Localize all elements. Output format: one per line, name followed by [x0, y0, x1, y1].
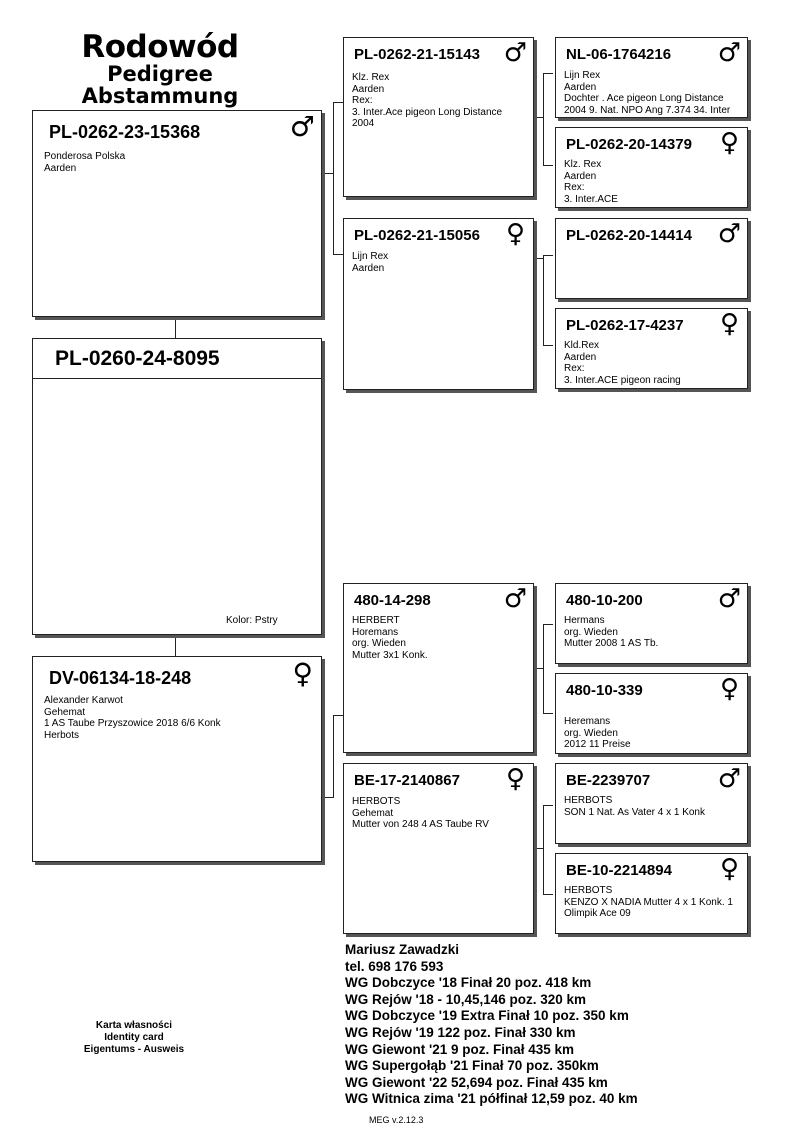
male-icon: ♂ — [717, 584, 741, 614]
dam-ring-number: DV-06134-18-248 — [49, 668, 192, 688]
ss-sire-ring-number: NL-06-1764216 — [566, 46, 672, 63]
connector-g2b — [543, 345, 553, 346]
ss-dam-ring-number: PL-0262-20-14379 — [566, 136, 692, 153]
connector-g1b — [543, 165, 553, 166]
dam-dam-ring-number: BE-17-2140867 — [354, 772, 460, 789]
dd-sire-info: HERBOTS SON 1 Nat. As Vater 4 x 1 Konk — [564, 795, 705, 818]
dd-dam-card — [555, 853, 748, 934]
dam-dam-info: HERBOTS Gehemat Mutter von 248 4 AS Taube RV — [352, 796, 489, 831]
connector-g2-v — [543, 255, 544, 345]
owner-phone: tel. 698 176 593 — [345, 958, 444, 974]
sire-dam-card — [343, 218, 534, 390]
connector-ds-h — [333, 715, 343, 716]
female-icon: ♀ — [719, 309, 739, 339]
connector-g1a — [543, 73, 553, 74]
connector-g1-v — [543, 73, 544, 166]
ss-dam-info: Klz. Rex Aarden Rex: 3. Inter.ACE — [564, 159, 618, 205]
sire-dam-ring-number: PL-0262-21-15056 — [354, 227, 480, 244]
male-icon: ♂ — [717, 764, 741, 794]
ds-sire-card — [555, 583, 748, 664]
owner-details — [345, 942, 638, 1108]
identity-card-label — [60, 1020, 208, 1056]
ds-sire-ring-number: 480-10-200 — [566, 592, 643, 609]
connector-subject-dam — [175, 634, 176, 656]
subject-header — [33, 339, 321, 379]
connector-g1-h — [533, 117, 543, 118]
connector-sire-v — [333, 102, 334, 254]
owner-result: WG Witnica zima '21 półfinał 12,59 poz. 40 km — [345, 1091, 638, 1107]
dd-sire-ring-number: BE-2239707 — [566, 772, 651, 789]
sire-sire-card — [343, 37, 534, 197]
sire-sire-info: Klz. Rex Aarden Rex: 3. Inter.Ace pigeon Long Distance 2004 — [352, 72, 503, 130]
dam-info: Alexander Karwot Gehemat 1 AS Taube Przyszowice 2018 6/6 Konk Herbots — [44, 695, 221, 741]
sd-sire-card — [555, 218, 748, 299]
owner-name: Mariusz Zawadzki — [345, 942, 460, 957]
female-icon: ♀ — [719, 128, 739, 158]
version-label: MEG v.2.12.3 — [369, 1115, 424, 1125]
pedigree-title — [55, 29, 265, 108]
identity-card-line-de: Eigentums - Ausweis — [83, 1044, 185, 1055]
ds-dam-info: Heremans org. Wieden 2012 11 Preise — [564, 716, 631, 751]
connector-sire-h — [321, 173, 333, 174]
owner-result: WG Dobczyce '18 Finał 20 poz. 418 km — [345, 975, 592, 991]
female-icon: ♀ — [719, 854, 739, 884]
sire-ring-number: PL-0262-23-15368 — [49, 122, 201, 142]
dam-sire-card — [343, 583, 534, 753]
connector-g2-h — [533, 258, 543, 259]
sire-card — [32, 110, 322, 317]
dd-sire-card — [555, 763, 748, 844]
dam-card — [32, 656, 322, 862]
subject-card — [32, 338, 322, 635]
ss-sire-info: Lijn Rex Aarden Dochter . Ace pigeon Long Distance 2004 9. Nat. NPO Ang 7.374 34. Inter — [564, 70, 731, 116]
male-icon: ♂ — [503, 38, 527, 68]
ds-sire-info: Hermans org. Wieden Mutter 2008 1 AS Tb. — [564, 615, 659, 650]
sd-dam-card — [555, 308, 748, 389]
male-icon: ♂ — [289, 110, 315, 143]
owner-result: WG Giewont '22 52,694 poz. Finał 435 km — [345, 1074, 608, 1090]
female-icon: ♀ — [719, 674, 739, 704]
owner-result: WG Rejów '18 - 10,45,146 poz. 320 km — [345, 991, 587, 1007]
title-rodowod: Rodowód — [81, 29, 239, 65]
connector-ss-h — [333, 102, 343, 103]
sd-sire-ring-number: PL-0262-20-14414 — [566, 227, 692, 244]
connector-dam-h — [321, 797, 333, 798]
connector-g3b — [543, 713, 553, 714]
connector-g4-v — [543, 805, 544, 894]
dam-sire-ring-number: 480-14-298 — [354, 592, 431, 609]
connector-g4-h — [533, 848, 543, 849]
connector-sd-h — [333, 254, 343, 255]
sire-info: Ponderosa Polska Aarden — [44, 151, 126, 174]
female-icon: ♀ — [292, 657, 313, 690]
subject-color: Kolor: Pstry — [226, 615, 278, 626]
sd-dam-ring-number: PL-0262-17-4237 — [566, 317, 684, 334]
owner-result: WG Dobczyce '19 Extra Finał 10 poz. 350 km — [345, 1008, 629, 1024]
connector-g4b — [543, 894, 553, 895]
subject-ring-number: PL-0260-24-8095 — [55, 347, 220, 370]
sd-dam-info: Kld.Rex Aarden Rex: 3. Inter.ACE pigeon racing — [564, 340, 681, 386]
identity-card-line-en: Identity card — [104, 1032, 164, 1043]
dd-dam-ring-number: BE-10-2214894 — [566, 862, 672, 879]
owner-result: WG Supergołąb '21 Finał 70 poz. 350km — [345, 1058, 599, 1074]
owner-result: WG Giewont '21 9 poz. Finał 435 km — [345, 1041, 575, 1057]
owner-result: WG Rejów '19 122 poz. Finał 330 km — [345, 1024, 576, 1040]
connector-g4a — [543, 805, 553, 806]
ss-sire-card — [555, 37, 748, 118]
male-icon: ♂ — [503, 584, 527, 614]
ds-dam-ring-number: 480-10-339 — [566, 682, 643, 699]
male-icon: ♂ — [717, 219, 741, 249]
connector-g2a — [543, 255, 553, 256]
connector-g3-v — [543, 624, 544, 713]
identity-card-line-pl: Karta własności — [95, 1020, 173, 1031]
dd-dam-info: HERBOTS KENZO X NADIA Mutter 4 x 1 Konk. 1 Olimpik Ace 09 — [564, 885, 733, 920]
connector-dam-v — [333, 715, 334, 798]
sire-dam-info: Lijn Rex Aarden — [352, 251, 389, 274]
female-icon: ♀ — [505, 764, 525, 794]
ds-dam-card — [555, 673, 748, 754]
dam-dam-card — [343, 763, 534, 934]
connector-g3-h — [533, 668, 543, 669]
dam-sire-info: HERBERT Horemans org. Wieden Mutter 3x1 Konk. — [352, 615, 428, 661]
title-pedigree: Pedigree — [107, 62, 213, 86]
title-abstammung: Abstammung — [81, 84, 239, 108]
ss-dam-card — [555, 127, 748, 208]
male-icon: ♂ — [717, 38, 741, 68]
connector-g3a — [543, 624, 553, 625]
connector-sire-subject — [175, 316, 176, 338]
female-icon: ♀ — [505, 219, 525, 249]
sire-sire-ring-number: PL-0262-21-15143 — [354, 46, 480, 63]
